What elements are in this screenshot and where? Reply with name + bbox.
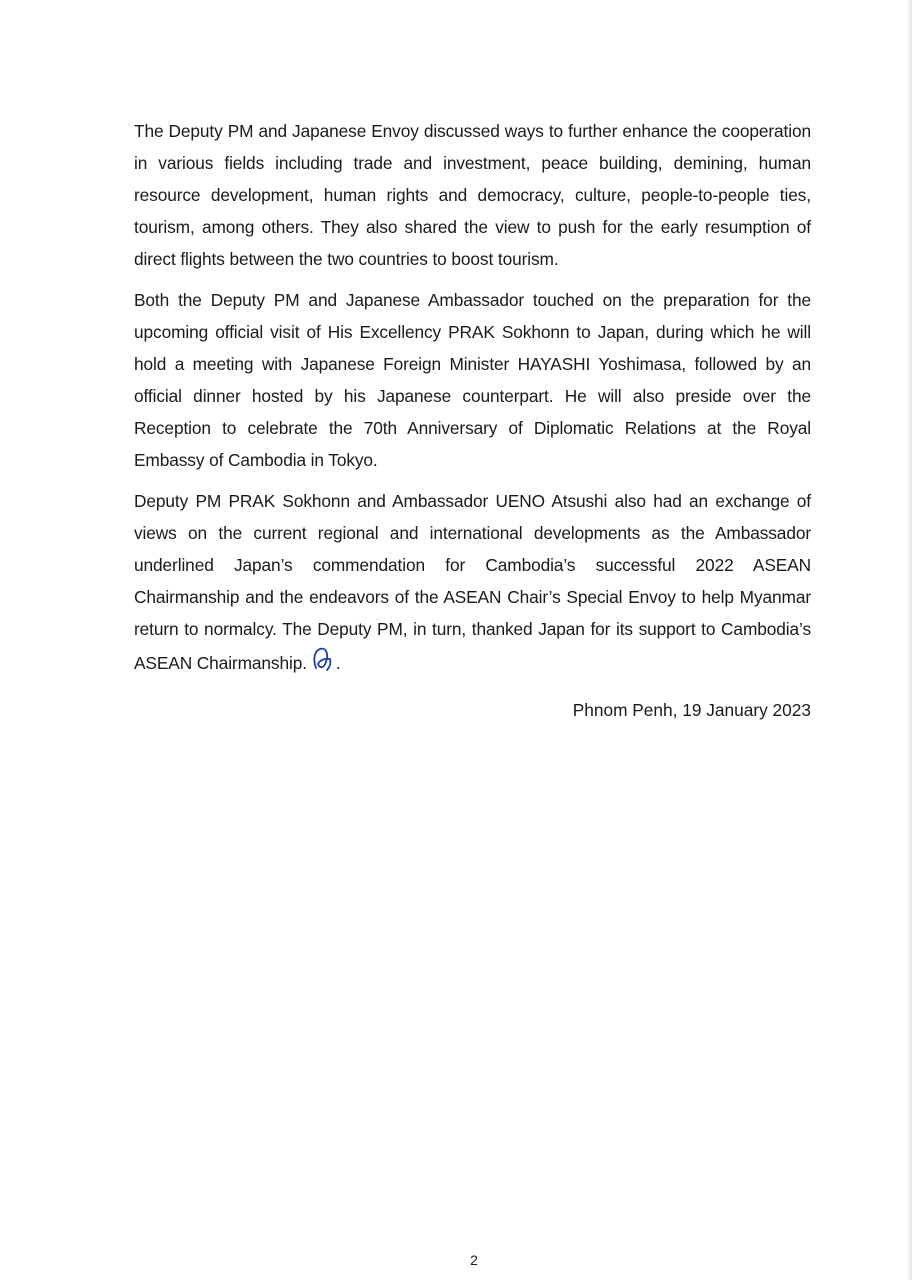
paragraph-3-text: Deputy PM PRAK Sokhonn and Ambassador UENO Atsushi also had an exchange of views on the current regional and international developments as the Ambassador underlined Japan’s commendation for Cambodia’s successful 2022 ASEAN Chairmanship and the endeavors of the ASEAN Chair’s Special Envoy to help Myanmar return to normalcy. The Deputy PM, in turn, thanked Japan for its support to Cambodia’s ASEAN Chairmanship.: [134, 491, 811, 673]
paragraph-2: Both the Deputy PM and Japanese Ambassador touched on the preparation for the upcoming official visit of His Excellency PRAK Sokhonn to Japan, during which he will hold a meeting with Japanese Foreign Minister HAYASHI Yoshimasa, followed by an official dinner hosted by his Japanese counterpart. He will also preside over the Reception to celebrate the 70th Anniversary of Diplomatic Relations at the Royal Embassy of Cambodia in Tokyo.: [134, 290, 811, 470]
page-edge-shadow: [906, 0, 912, 1280]
handwritten-initial-icon: [310, 645, 336, 675]
page-number: 2: [470, 1252, 478, 1268]
place-date: Phnom Penh, 19 January 2023: [572, 700, 811, 720]
paragraph-1: The Deputy PM and Japanese Envoy discussed ways to further enhance the cooperation in various fields including trade and investment, peace building, demining, human resource development, human rights and democracy, culture, people-to-people ties, tourism, among others. They also shared the view to push for the early resumption of direct flights between the two countries to boost tourism.: [134, 121, 811, 269]
body-text: [134, 115, 811, 688]
paragraph-3: [134, 485, 811, 679]
end-mark: .: [335, 653, 341, 673]
